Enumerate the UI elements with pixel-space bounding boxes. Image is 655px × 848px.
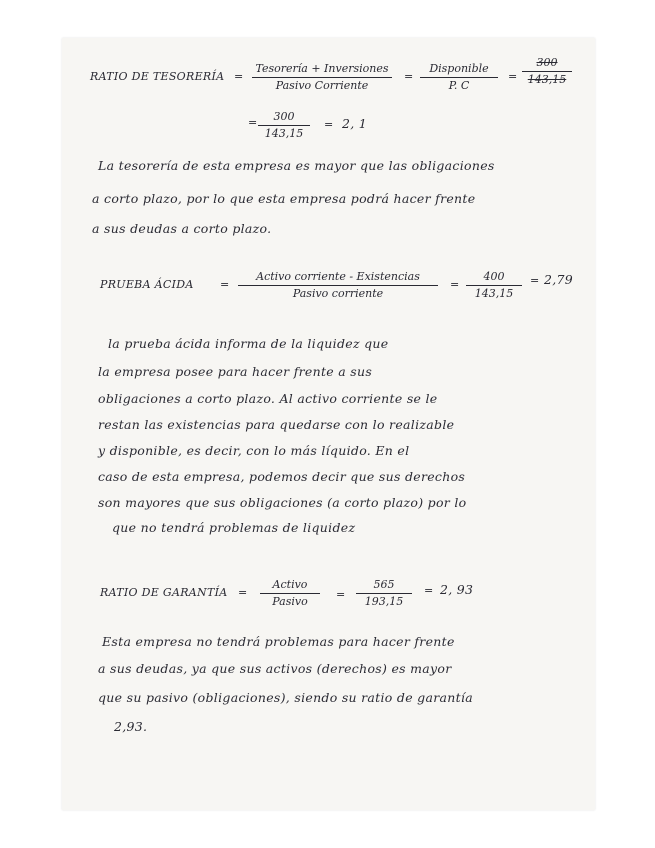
tesoreria-formula-fraction: [252, 62, 392, 93]
tesoreria-equals-1: =: [234, 70, 244, 83]
prueba-acida-paragraph-line: la empresa posee para hacer frente a sus: [98, 364, 373, 379]
garantia-paragraph-line: a sus deudas, ya que sus activos (derechos) es mayor: [98, 661, 452, 676]
fraction-bar: [260, 593, 320, 594]
tesoreria-equals-3: =: [508, 70, 518, 83]
prueba-acida-formula-numerator: Activo corriente - Existencias: [256, 270, 420, 283]
prueba-acida-value-denominator: 143,15: [474, 287, 514, 300]
tesoreria-result-fraction: [258, 110, 310, 141]
tesoreria-disponible-fraction: [420, 62, 498, 93]
tesoreria-disponible-denominator: P. C: [448, 79, 470, 92]
tesoreria-result: 2, 1: [342, 116, 368, 131]
prueba-acida-paragraph-line: que no tendrá problemas de liquidez: [112, 520, 356, 535]
tesoreria-equals-4: =: [248, 116, 258, 129]
fraction-bar: [238, 285, 438, 286]
fraction-bar: [420, 77, 498, 78]
garantia-paragraph-line: 2,93.: [114, 719, 148, 734]
garantia-formula-fraction: [260, 578, 320, 609]
fraction-bar: [252, 77, 392, 78]
prueba-acida-label: PRUEBA ÁCIDA: [100, 278, 194, 291]
fraction-bar: [258, 125, 310, 126]
fraction-bar: [356, 593, 412, 594]
prueba-acida-equals-3: =: [530, 274, 540, 287]
garantia-value-numerator: 565: [373, 578, 395, 591]
tesoreria-equals-2: =: [404, 70, 414, 83]
fraction-bar: [466, 285, 522, 286]
garantia-formula-numerator: Activo: [272, 578, 308, 591]
tesoreria-paragraph-line: a sus deudas a corto plazo.: [92, 221, 272, 236]
prueba-acida-equals-2: =: [450, 278, 460, 291]
garantia-value-fraction: [356, 578, 412, 609]
prueba-acida-paragraph-line: restan las existencias para quedarse con lo realizable: [98, 417, 455, 432]
garantia-equals-3: =: [424, 584, 434, 597]
garantia-value-denominator: 193,15: [364, 595, 404, 608]
tesoreria-formula-denominator: Pasivo Corriente: [275, 79, 369, 92]
prueba-acida-result: 2,79: [544, 272, 574, 287]
garantia-equals-2: =: [336, 588, 346, 601]
prueba-acida-paragraph-line: caso de esta empresa, podemos decir que sus derechos: [98, 469, 466, 484]
prueba-acida-equals-1: =: [220, 278, 230, 291]
prueba-acida-paragraph-line: obligaciones a corto plazo. Al activo corriente se le: [98, 391, 438, 406]
fraction-bar: [522, 71, 572, 72]
tesoreria-result-denominator: 143,15: [264, 127, 304, 140]
prueba-acida-value-fraction: [466, 270, 522, 301]
garantia-label: RATIO DE GARANTÍA: [100, 586, 228, 599]
tesoreria-equals-5: =: [324, 118, 334, 131]
prueba-acida-paragraph-line: y disponible, es decir, con lo más líquido. En el: [98, 443, 410, 458]
tesoreria-label: RATIO DE TESORERÍA: [90, 70, 225, 83]
tesoreria-paragraph-line: La tesorería de esta empresa es mayor que las obligaciones: [98, 158, 495, 173]
tesoreria-value-numerator: 300: [536, 56, 558, 69]
tesoreria-disponible-numerator: Disponible: [429, 62, 489, 75]
prueba-acida-paragraph-line: la prueba ácida informa de la liquidez que: [108, 336, 389, 351]
garantia-result: 2, 93: [440, 582, 474, 597]
garantia-paragraph-line: que su pasivo (obligaciones), siendo su ratio de garantía: [98, 690, 473, 705]
prueba-acida-formula-denominator: Pasivo corriente: [292, 287, 384, 300]
garantia-formula-denominator: Pasivo: [272, 595, 308, 608]
prueba-acida-paragraph-line: son mayores que sus obligaciones (a corto plazo) por lo: [98, 495, 467, 510]
tesoreria-value-denominator: 143,15: [527, 73, 567, 86]
handwritten-page: [62, 38, 595, 810]
prueba-acida-value-numerator: 400: [483, 270, 505, 283]
garantia-equals-1: =: [238, 586, 248, 599]
tesoreria-formula-numerator: Tesorería + Inversiones: [255, 62, 389, 75]
tesoreria-result-numerator: 300: [273, 110, 295, 123]
tesoreria-paragraph-line: a corto plazo, por lo que esta empresa podrá hacer frente: [92, 191, 476, 206]
tesoreria-value-fraction: [522, 56, 572, 87]
garantia-paragraph-line: Esta empresa no tendrá problemas para hacer frente: [102, 634, 455, 649]
prueba-acida-formula-fraction: [238, 270, 438, 301]
